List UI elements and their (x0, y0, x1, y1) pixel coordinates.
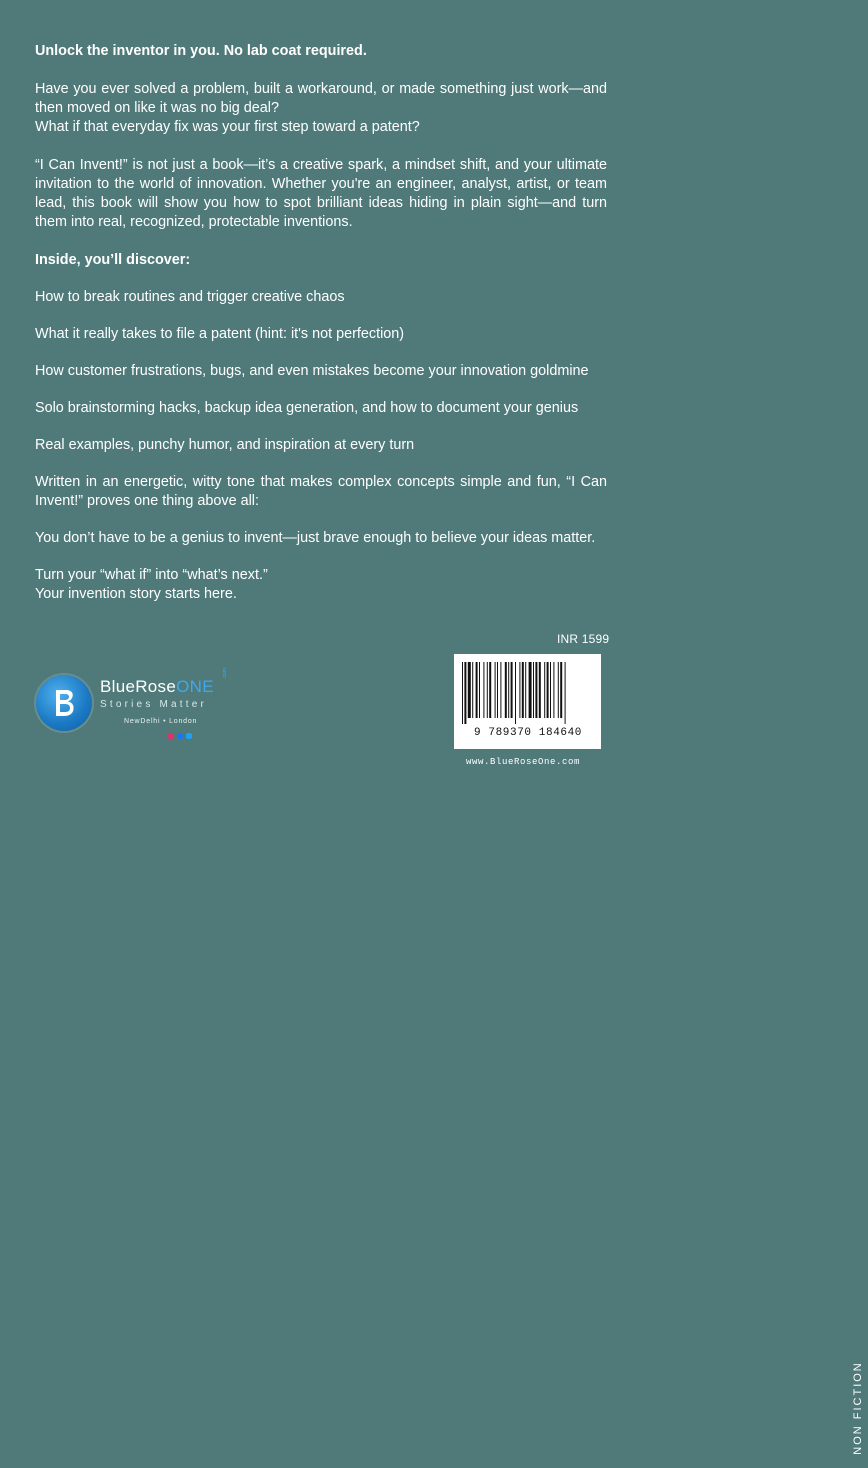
closing-line: Turn your “what if” into “what’s next.” (35, 567, 268, 583)
barcode-bar (522, 662, 524, 718)
publisher-name-accent: ONE (176, 677, 214, 696)
price-label: INR 1599 (557, 632, 610, 646)
publisher-logo (36, 668, 266, 745)
headline: Unlock the inventor in you. No lab coat required. (35, 43, 367, 59)
b-letter-icon (50, 687, 78, 719)
barcode-bar (464, 662, 466, 724)
barcode-bars (462, 662, 593, 724)
publisher-website: www.BlueRoseOne.com (466, 757, 581, 767)
genre-label: NON FICTION (852, 1361, 864, 1455)
barcode-bar (525, 662, 526, 718)
barcode-bar (487, 662, 488, 718)
publisher-emblem (36, 675, 92, 731)
barcode-bar (515, 662, 516, 724)
barcode-bar (565, 662, 566, 724)
publisher-name (100, 677, 214, 697)
discover-heading: Inside, you’ll discover: (35, 252, 191, 268)
barcode-bar (479, 662, 480, 718)
barcode-bar (553, 662, 554, 718)
back-cover-text (35, 42, 607, 604)
barcode-bar (560, 662, 562, 718)
publisher-tagline: Stories Matter (100, 699, 208, 710)
facebook-icon (177, 733, 183, 739)
barcode-bar (505, 662, 507, 718)
description-paragraph: “I Can Invent!” is not just a book—it’s a creative spark, a mindset shift, and your ultimate invitation to the world of innovation. Whether you're an engineer, analyst, artist, or team lead, this book will show you how to spot brilliant ideas hiding in plain sight—and turn them into real, recognized, protectable inventions. (35, 157, 607, 230)
barcode-bar (558, 662, 559, 718)
barcode-bar (529, 662, 532, 718)
publisher-dotcom: .com (222, 668, 228, 679)
publisher-name-main: BlueRose (100, 677, 177, 696)
tone-paragraph: Written in an energetic, witty tone that makes complex concepts simple and fun, “I Can Invent!” proves one thing above all: (35, 474, 607, 509)
barcode-bar (544, 662, 545, 718)
barcode-bar (462, 662, 463, 724)
barcode-bar (495, 662, 496, 718)
barcode-bar (547, 662, 549, 718)
barcode-bar (535, 662, 537, 718)
publisher-locations: NewDelhi • London (124, 718, 198, 725)
intro-question: What if that everyday fix was your first step toward a patent? (35, 119, 420, 135)
barcode (454, 654, 601, 749)
discover-item: How customer frustrations, bugs, and even mistakes become your innovation goldmine (35, 363, 589, 379)
barcode-bar (500, 662, 501, 718)
barcode-bar (550, 662, 551, 718)
discover-item: Real examples, punchy humor, and inspiration at every turn (35, 437, 415, 453)
discover-item: What it really takes to file a patent (hint: it's not perfection) (35, 326, 405, 342)
isbn-number: 9 789370 184640 (473, 727, 583, 739)
discover-item: How to break routines and trigger creative chaos (35, 289, 345, 305)
barcode-bar (472, 662, 473, 718)
discover-item: Solo brainstorming hacks, backup idea generation, and how to document your genius (35, 400, 579, 416)
instagram-icon (168, 733, 174, 739)
barcode-bar (508, 662, 509, 718)
barcode-bar (468, 662, 471, 718)
social-icons (168, 733, 192, 739)
barcode-bar (483, 662, 484, 718)
barcode-bar (476, 662, 478, 718)
message-paragraph: You don’t have to be a genius to invent—just brave enough to believe your ideas matter. (35, 530, 596, 546)
barcode-bar (511, 662, 513, 718)
twitter-icon (186, 733, 192, 739)
barcode-bar (533, 662, 534, 718)
intro-paragraph: Have you ever solved a problem, built a workaround, or made something just work—and then moved on like it was no big deal? (35, 81, 607, 116)
barcode-bar (489, 662, 491, 718)
barcode-bar (539, 662, 541, 718)
barcode-bar (497, 662, 498, 718)
closing-line: Your invention story starts here. (35, 586, 237, 602)
barcode-bar (519, 662, 520, 718)
